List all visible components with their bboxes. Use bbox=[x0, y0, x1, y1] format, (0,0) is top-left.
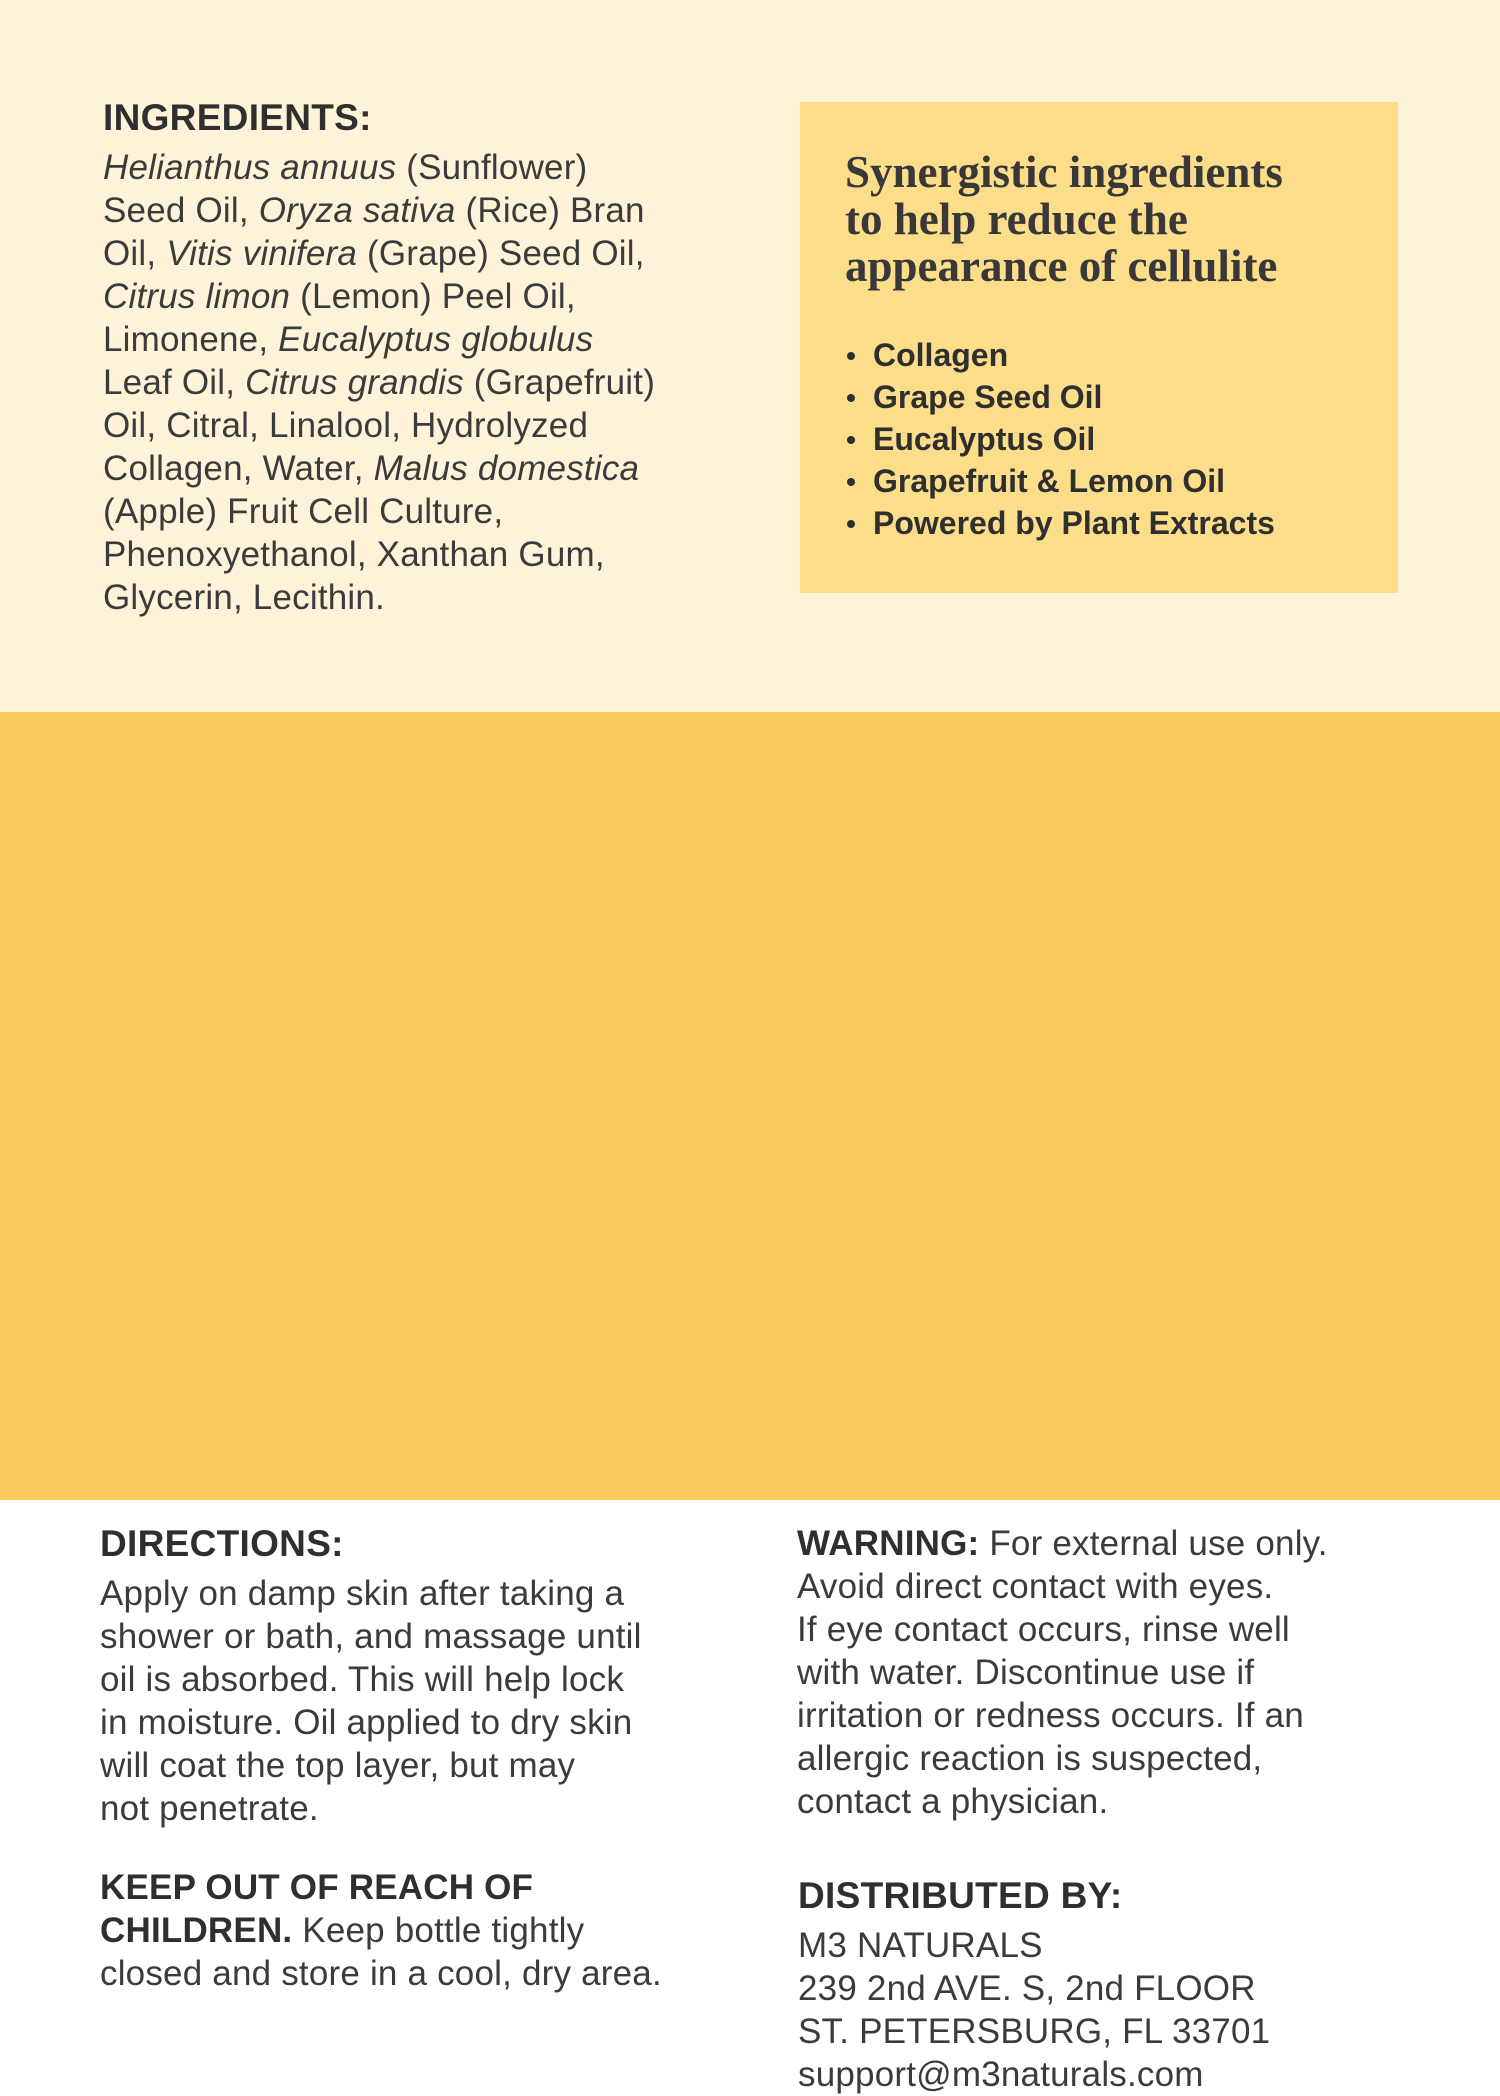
text-line: oil is absorbed. This will help lock bbox=[100, 1660, 625, 1699]
text-line: appearance of cellulite bbox=[845, 241, 1278, 291]
text-line: contact a physician. bbox=[797, 1782, 1109, 1821]
text-line: WARNING: For external use only. bbox=[797, 1524, 1328, 1563]
top-cream-section bbox=[0, 0, 1500, 712]
text-line: ST. PETERSBURG, FL 33701 bbox=[798, 2012, 1271, 2051]
text-line: with water. Discontinue use if bbox=[797, 1653, 1255, 1692]
ingredients-section bbox=[103, 96, 763, 619]
text-line: shower or bath, and massage until bbox=[100, 1617, 642, 1656]
text-line: Limonene, Eucalyptus globulus bbox=[103, 320, 594, 359]
text-line: Leaf Oil, Citrus grandis (Grapefruit) bbox=[103, 363, 656, 402]
text-line: Synergistic ingredients bbox=[845, 147, 1283, 197]
text-line: allergic reaction is suspected, bbox=[797, 1739, 1263, 1778]
benefits-bullet-list bbox=[845, 334, 1358, 544]
benefits-heading bbox=[845, 149, 1358, 290]
directions-text bbox=[100, 1572, 760, 1830]
text-line: in moisture. Oil applied to dry skin bbox=[100, 1703, 633, 1742]
text-line: Phenoxyethanol, Xanthan Gum, bbox=[103, 535, 605, 574]
text-line: Avoid direct contact with eyes. bbox=[797, 1567, 1274, 1606]
distributed-by-section bbox=[798, 1874, 1458, 2096]
text-line: not penetrate. bbox=[100, 1789, 319, 1828]
text-line: 239 2nd AVE. S, 2nd FLOOR bbox=[798, 1969, 1256, 2008]
warning-section bbox=[797, 1522, 1467, 1823]
text-line: KEEP OUT OF REACH OF bbox=[100, 1868, 534, 1907]
text-line: Grape Seed Oil bbox=[845, 376, 1358, 418]
text-line: will coat the top layer, but may bbox=[100, 1746, 576, 1785]
text-line: to help reduce the bbox=[845, 194, 1188, 244]
text-line: Eucalyptus Oil bbox=[845, 418, 1358, 460]
text-line: Seed Oil, Oryza sativa (Rice) Bran bbox=[103, 191, 645, 230]
text-line: Glycerin, Lecithin. bbox=[103, 578, 385, 617]
distributed-by-heading: DISTRIBUTED BY: bbox=[798, 1875, 1123, 1916]
text-line: closed and store in a cool, dry area. bbox=[100, 1954, 662, 1993]
text-line: Collagen, Water, Malus domestica bbox=[103, 449, 640, 488]
text-line: Oil, Vitis vinifera (Grape) Seed Oil, bbox=[103, 234, 645, 273]
text-line: Collagen bbox=[845, 334, 1358, 376]
text-line: Oil, Citral, Linalool, Hydrolyzed bbox=[103, 406, 589, 445]
text-line: (Apple) Fruit Cell Culture, bbox=[103, 492, 504, 531]
text-line: Apply on damp skin after taking a bbox=[100, 1574, 625, 1613]
directions-section bbox=[100, 1522, 760, 1830]
text-line: Citrus limon (Lemon) Peel Oil, bbox=[103, 277, 576, 316]
benefits-panel bbox=[800, 102, 1398, 593]
warning-text bbox=[797, 1522, 1467, 1823]
text-line: Powered by Plant Extracts bbox=[845, 502, 1358, 544]
text-line: CHILDREN. Keep bottle tightly bbox=[100, 1911, 585, 1950]
ingredients-text bbox=[103, 146, 763, 619]
text-line: support@m3naturals.com bbox=[798, 2055, 1204, 2094]
text-line: M3 NATURALS bbox=[798, 1926, 1043, 1965]
directions-heading: DIRECTIONS: bbox=[100, 1523, 344, 1564]
text-line: irritation or redness occurs. If an bbox=[797, 1696, 1304, 1735]
bottom-gold-section bbox=[0, 712, 1500, 2094]
keep-out-text bbox=[100, 1866, 780, 1995]
text-line: If eye contact occurs, rinse well bbox=[797, 1610, 1290, 1649]
distributed-by-text bbox=[798, 1924, 1458, 2096]
text-line: Grapefruit & Lemon Oil bbox=[845, 460, 1358, 502]
ingredients-heading: INGREDIENTS: bbox=[103, 97, 372, 138]
keep-out-of-reach-section bbox=[100, 1866, 780, 1995]
text-line: Helianthus annuus (Sunflower) bbox=[103, 148, 588, 187]
